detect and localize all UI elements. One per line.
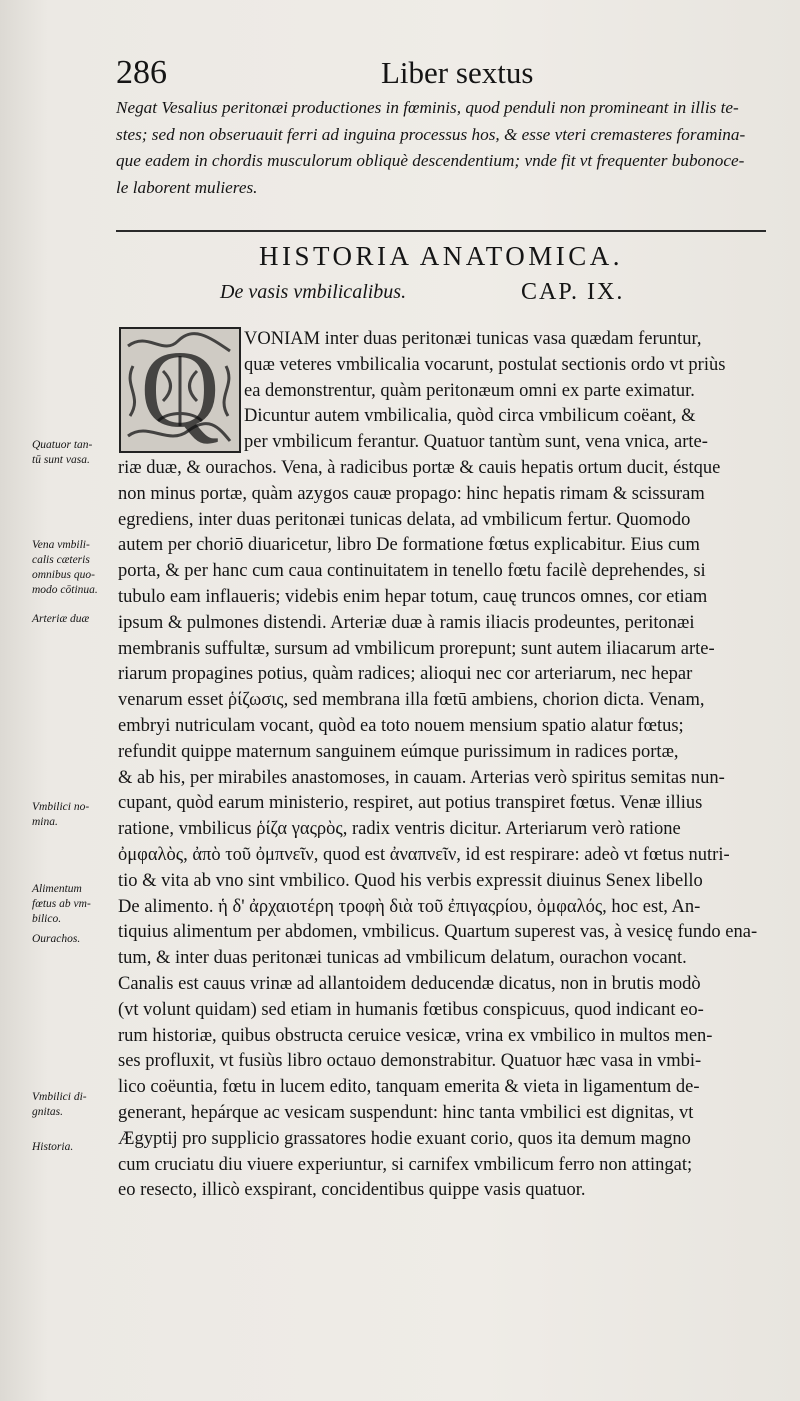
margin-note-line: Vmbilici di-: [32, 1091, 87, 1103]
margin-note-nomina: [32, 800, 118, 830]
margin-note-line: Arteriæ duæ: [32, 613, 90, 625]
intro-note: [116, 95, 766, 201]
body-line: refundit quippe maternum sanguinem eúmque purissimum in radices portæ,: [118, 741, 679, 762]
margin-note-ourachos: [32, 932, 118, 947]
body-line: non minus portæ, quàm azygos cauæ propago: hinc hepatis rimam & scissuram: [118, 483, 705, 504]
body-line: venarum esset ῥίζωσις, sed membrana illa fœtū ambiens, chorion dicta. Venam,: [118, 690, 705, 711]
body-line: VONIAM inter duas peritonæi tunicas vasa quædam feruntur,: [244, 329, 702, 349]
margin-note-line: Ourachos.: [32, 933, 81, 945]
margin-note-line: modo cōtinua.: [32, 584, 98, 596]
margin-note-line: calis cæteris: [32, 554, 90, 566]
margin-note-vena: [32, 538, 118, 598]
body-line: per vmbilicum ferantur. Quatuor tantùm sunt, vena vnica, arte-: [244, 432, 708, 453]
body-line: Canalis est cauus vrinæ ad allantoidem deducendæ dicatus, non in brutis modò: [118, 973, 701, 994]
section-divider: [116, 230, 766, 232]
margin-note-line: Alimentum: [32, 883, 82, 895]
margin-note-line: mina.: [32, 816, 58, 828]
initial-letter: Q: [140, 328, 220, 450]
intro-note-line: stes; sed non obseruauit ferri ad inguina processus hos, & esse vteri cremasteres foramina-: [116, 124, 746, 144]
margin-note-line: fœtus ab vm-: [32, 898, 91, 910]
body-line: rum historiæ, quibus obstructa ceruice vesicæ, vrina ex vmbilico in multos men-: [118, 1025, 713, 1046]
body-line: tubulo eam inflaueris; videbis enim hepar totum, cauę truncos omnes, cor etiam: [118, 586, 708, 607]
intro-note-line: Negat Vesalius peritonæi productiones in fœminis, quod penduli non promineant in illis te-: [116, 98, 739, 117]
body-line: (vt volunt quidam) sed etiam in humanis fœtibus conspicuus, quod indicant eo-: [118, 999, 704, 1020]
body-line: generant, hepárque ac vesicam suspendunt: hinc tanta vmbilici est dignitas, vt: [118, 1102, 694, 1123]
body-line: Dicuntur autem vmbilicalia, quòd circa vmbilicum coëant, &: [244, 406, 696, 427]
intro-note-line: le laborent mulieres.: [116, 177, 258, 197]
body-line: tio & vita ab vno sint vmbilico. Quod his verbis expressit diuinus Senex libello: [118, 870, 703, 891]
body-line: De alimento. ἡ δ' ἀρχαιοτέρη τροφὴ διὰ τοῦ ἐπιγαςρίου, ὀμφαλός, hoc est, An-: [118, 896, 701, 917]
chapter-subtitle: De vasis vmbilicalibus.: [220, 281, 407, 303]
margin-note-line: Vmbilici no-: [32, 801, 90, 813]
body-line: membranis suffultæ, sursum ad vmbilicum prorepunt; sunt autem iliacarum arte-: [118, 638, 715, 659]
body-line: Ægyptij pro supplicio grassatores hodie exuant corio, quos ita demum magno: [118, 1128, 691, 1149]
page-number: 286: [116, 54, 167, 91]
body-line: tum, & inter duas peritonæi tunicas ad vmbilicum delatum, ourachon vocant.: [118, 948, 687, 969]
margin-note-line: tū sunt vasa.: [32, 454, 90, 466]
margin-note-dignitas: [32, 1090, 118, 1120]
margin-note-line: Quatuor tan-: [32, 439, 93, 451]
body-line: ea demonstrentur, quàm peritonæum omni ex parte eximatur.: [244, 380, 695, 401]
body-line: ὀμφαλὸς, ἀπὸ τοῦ ὀμπνεῖν, quod est ἀναπνεῖν, id est respirare: adeò vt fœtus nutri-: [118, 844, 730, 865]
margin-note-line: omnibus quo-: [32, 569, 95, 581]
body-line: cupant, quòd earum ministerio, respiret, aut potius transpiret fœtus. Venæ illius: [118, 793, 703, 814]
body-line: eo resecto, illicò exspirant, concidentibus quippe vasis quatuor.: [118, 1180, 586, 1201]
section-title: HISTORIA ANATOMICA.: [258, 241, 624, 271]
margin-note-line: Historia.: [32, 1141, 74, 1153]
margin-note-line: gnitas.: [32, 1106, 63, 1118]
body-line: lico coëuntia, fœtu in lucem edito, tanquam emerita & vieta in ligamentum de-: [118, 1077, 700, 1098]
page-header: [116, 52, 766, 94]
body-line: cum cruciatu diu viuere experiuntur, si carnifex vmbilicum ferro non attingat;: [118, 1154, 693, 1175]
margin-note-quatuor: [32, 438, 118, 468]
margin-note-line: bilico.: [32, 913, 62, 925]
chapter-heading: [116, 275, 766, 309]
margin-note-alimentum: [32, 882, 118, 927]
body-line: ses profluxit, vt fusiùs libro octauo demonstrabitur. Quatuor hæc vasa in vmbi-: [118, 1051, 702, 1072]
body-line: embryi nutriculam vocant, quòd ea toto nouem mensium spatio alatur fœtus;: [118, 715, 684, 736]
body-line: riarum propagines potius, quàm radices; alioqui nec cor arteriarum, nec hepar: [118, 664, 693, 685]
body-line: ipsum & pulmones distendi. Arteriæ duæ à ramis iliacis prodeuntes, peritonæi: [118, 612, 695, 633]
chapter-number: CAP. IX.: [521, 279, 625, 305]
margin-note-arteria: [32, 612, 118, 627]
body-line: egrediens, inter duas peritonæi tunicas delata, ad vmbilicum fertur. Quomodo: [118, 509, 691, 530]
margin-note-historia: [32, 1140, 118, 1155]
body-line: autem per choriō diuaricetur, libro De formatione fœtus explicabitur. Eius cum: [118, 535, 700, 556]
body-line: & ab his, per mirabiles anastomoses, in cauam. Arterias verò spiritus semitas nun-: [118, 767, 725, 788]
chapter-body: [118, 327, 788, 1204]
margin-note-line: Vena vmbili-: [32, 539, 90, 551]
body-line: porta, & per hanc cum caua continuitatem in tenello fœtu facilè deprehendes, si: [118, 561, 706, 582]
body-line: quæ veteres vmbilicalia vocarunt, postulat sectionis ordo vt priùs: [244, 354, 726, 375]
running-title: Liber sextus: [381, 55, 534, 90]
body-line: riæ duæ, & ourachos. Vena, à radicibus portæ & cauis hepatis ortum ducit, éstque: [118, 457, 721, 478]
body-line: tiquius alimentum per abdomen, vmbilicus. Quartum superest vas, à vesicę fundo ena-: [118, 922, 758, 943]
body-line: ratione, vmbilicus ῥίζα γαςρὸς, radix ventris dicitur. Arteriarum verò ratione: [118, 819, 681, 840]
intro-note-line: que eadem in chordis musculorum obliquè descendentium; vnde fit vt frequenter bubonoce-: [116, 151, 745, 170]
